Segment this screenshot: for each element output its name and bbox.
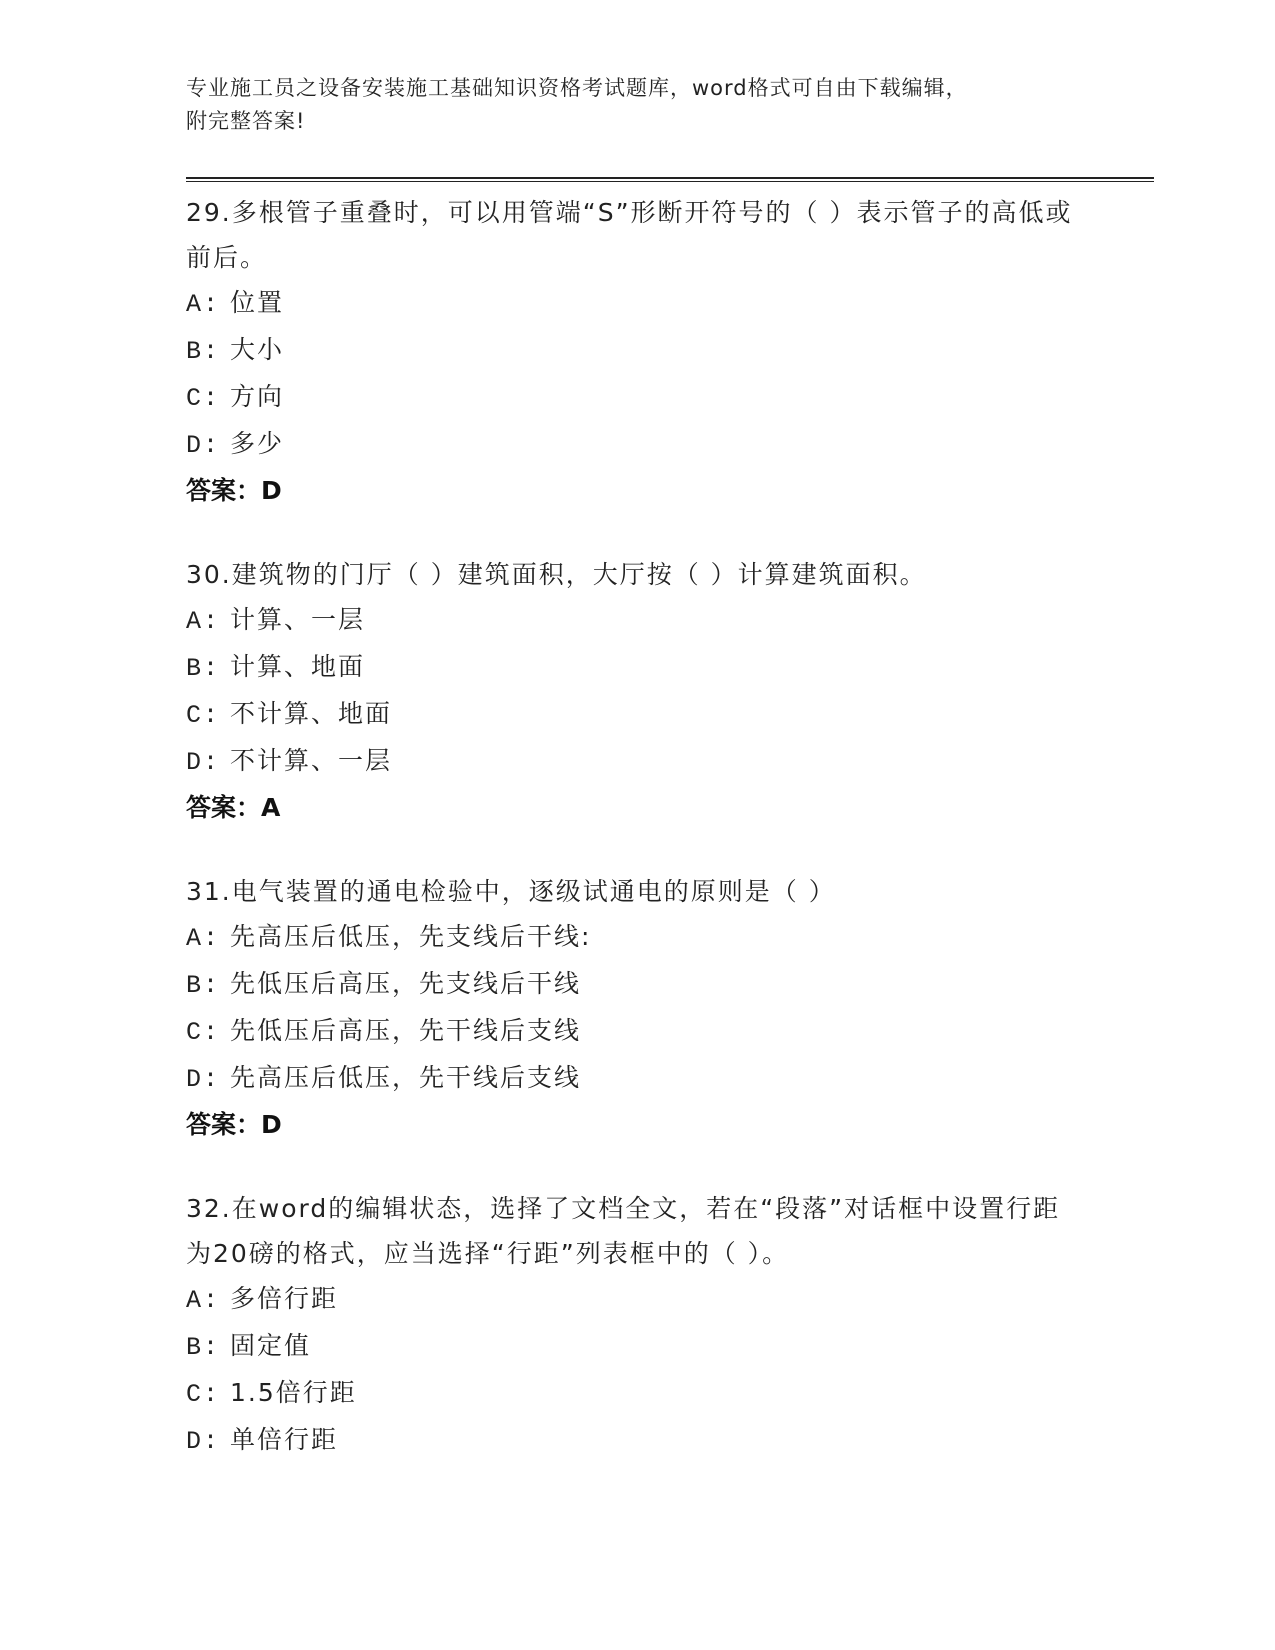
- option-letter: C:: [186, 1018, 221, 1047]
- option-letter: A:: [186, 290, 221, 319]
- question-list: [186, 190, 1146, 1503]
- option-text: 计算、地面: [230, 652, 366, 681]
- option-text: 先高压后低压，先干线后支线: [230, 1063, 582, 1092]
- answer-value: A: [261, 793, 281, 822]
- question-stem: 31.电气装置的通电检验中，逐级试通电的原则是（ ）: [186, 877, 836, 906]
- option-d: [186, 1417, 1146, 1464]
- question-stem: 30.建筑物的门厅（ ）建筑面积，大厅按（ ）计算建筑面积。: [186, 560, 927, 589]
- option-text: 多少: [230, 429, 285, 458]
- header-divider: [186, 177, 1154, 182]
- option-text: 方向: [230, 382, 285, 411]
- option-letter: C:: [186, 1380, 221, 1409]
- option-c: [186, 1008, 1146, 1055]
- question-32: [186, 1186, 1146, 1464]
- option-letter: D:: [186, 748, 221, 777]
- option-letter: D:: [186, 431, 221, 460]
- option-letter: A:: [186, 924, 221, 953]
- option-letter: A:: [186, 1286, 221, 1315]
- option-text: 1.5倍行距: [230, 1378, 357, 1407]
- answer-label: 答案：: [186, 476, 262, 505]
- option-text: 先低压后高压，先支线后干线: [230, 969, 582, 998]
- option-c: [186, 691, 1146, 738]
- option-a: [186, 280, 1146, 327]
- header-line-2: 附完整答案!: [186, 109, 306, 133]
- option-letter: B:: [186, 337, 221, 366]
- question-29: [186, 190, 1146, 513]
- question-stem: 29.多根管子重叠时，可以用管端“S”形断开符号的（ ）表示管子的高低或前后。: [186, 198, 1073, 272]
- option-d: [186, 738, 1146, 785]
- option-a: [186, 597, 1146, 644]
- option-text: 大小: [230, 335, 285, 364]
- option-text: 单倍行距: [230, 1425, 339, 1454]
- option-text: 计算、一层: [230, 605, 366, 634]
- question-31: [186, 869, 1146, 1147]
- option-a: [186, 1276, 1146, 1323]
- option-text: 不计算、一层: [230, 746, 393, 775]
- answer-line: [186, 1102, 1146, 1147]
- option-text: 不计算、地面: [230, 699, 393, 728]
- option-text: 先高压后低压，先支线后干线:: [230, 922, 592, 951]
- question-stem: 32.在word的编辑状态，选择了文档全文，若在“段落”对话框中设置行距为20磅的格式，应当选择“行距”列表框中的（ ）。: [186, 1194, 1061, 1268]
- answer-value: D: [261, 476, 282, 505]
- option-b: [186, 1323, 1146, 1370]
- option-d: [186, 421, 1146, 468]
- option-letter: B:: [186, 971, 221, 1000]
- option-letter: D:: [186, 1065, 221, 1094]
- option-text: 多倍行距: [230, 1284, 339, 1313]
- option-letter: B:: [186, 654, 221, 683]
- question-30: [186, 552, 1146, 830]
- option-letter: D:: [186, 1427, 221, 1456]
- option-text: 位置: [230, 288, 285, 317]
- answer-value: D: [261, 1110, 282, 1139]
- option-b: [186, 961, 1146, 1008]
- header-line-1: 专业施工员之设备安装施工基础知识资格考试题库，word格式可自由下载编辑，: [186, 76, 968, 100]
- answer-line: [186, 468, 1146, 513]
- option-letter: A:: [186, 607, 221, 636]
- option-text: 固定值: [230, 1331, 312, 1360]
- option-a: [186, 914, 1146, 961]
- answer-label: 答案：: [186, 1110, 262, 1139]
- option-d: [186, 1055, 1146, 1102]
- option-letter: B:: [186, 1333, 221, 1362]
- document-header: [186, 72, 1086, 138]
- option-c: [186, 1370, 1146, 1417]
- option-letter: C:: [186, 701, 221, 730]
- option-text: 先低压后高压，先干线后支线: [230, 1016, 582, 1045]
- answer-label: 答案：: [186, 793, 262, 822]
- option-c: [186, 374, 1146, 421]
- option-b: [186, 644, 1146, 691]
- option-b: [186, 327, 1146, 374]
- answer-line: [186, 785, 1146, 830]
- option-letter: C:: [186, 384, 221, 413]
